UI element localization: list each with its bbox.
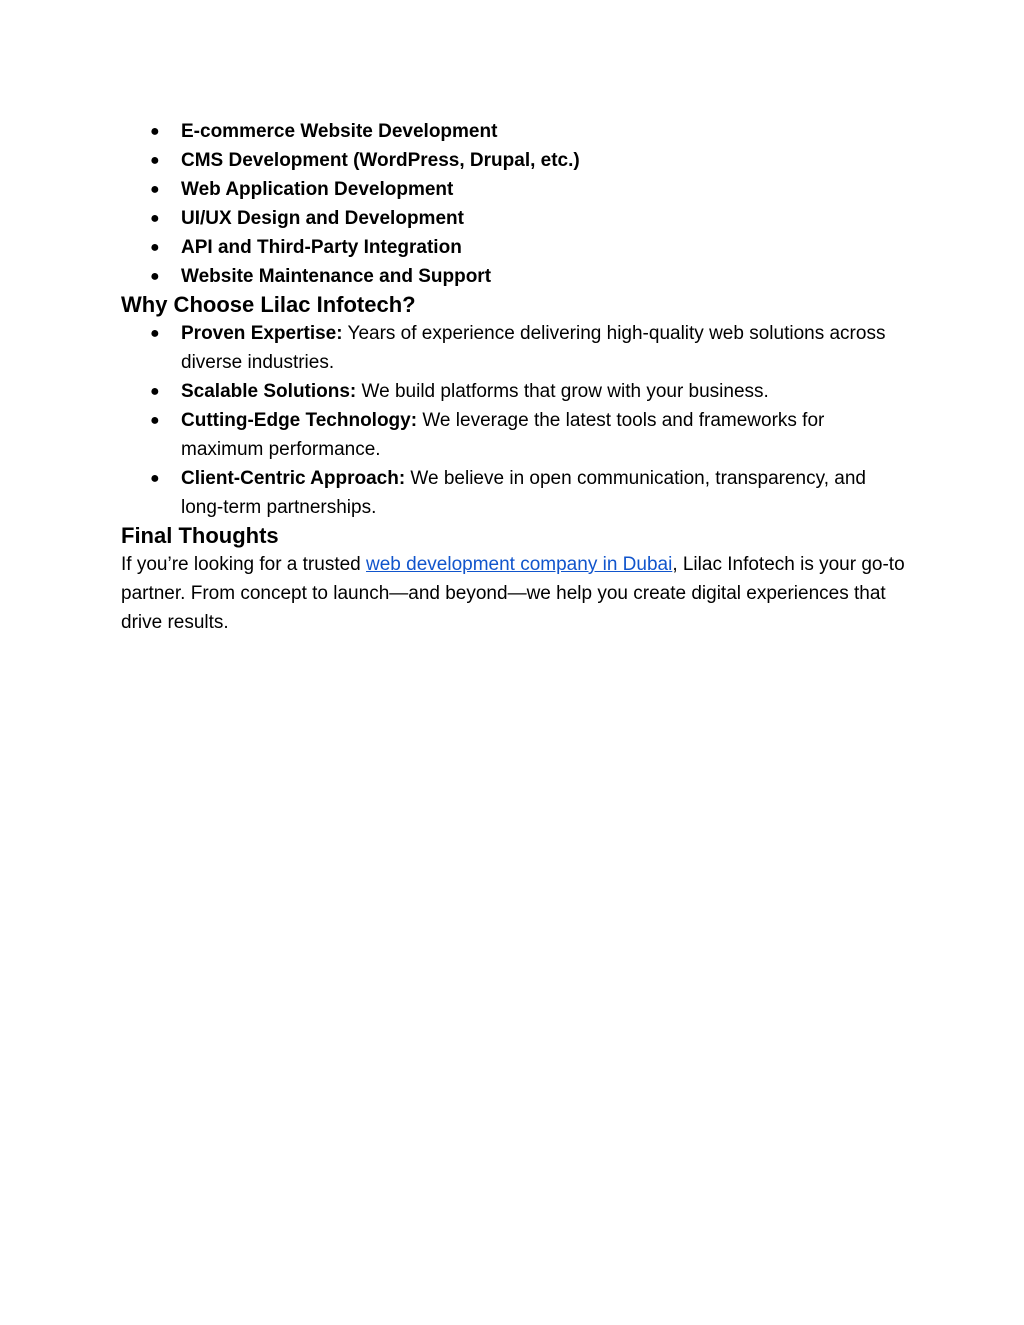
bullet-icon: ● <box>150 268 160 285</box>
service-item-label: UI/UX Design and Development <box>181 208 464 229</box>
bullet-icon: ● <box>150 470 160 487</box>
list-item <box>150 204 911 233</box>
list-item <box>150 262 911 291</box>
reason-title: Client-Centric Approach: <box>181 468 406 489</box>
list-item <box>150 233 911 262</box>
bullet-icon: ● <box>150 383 160 400</box>
final-thoughts-heading: Final Thoughts <box>121 523 279 548</box>
why-choose-list <box>121 319 911 522</box>
reason-text: We believe in open communication, transparency, and long-term partnerships. <box>181 468 866 518</box>
reason-title: Proven Expertise: <box>181 323 343 344</box>
final-thoughts-paragraph <box>121 550 911 637</box>
service-item-label: CMS Development (WordPress, Drupal, etc.) <box>181 150 580 171</box>
list-item <box>150 377 911 406</box>
document-content <box>121 117 911 637</box>
bullet-icon: ● <box>150 239 160 256</box>
bullet-icon: ● <box>150 325 160 342</box>
service-item-label: Website Maintenance and Support <box>181 266 492 287</box>
reason-text: We leverage the latest tools and frameworks for maximum performance. <box>181 410 825 460</box>
list-item <box>150 406 911 464</box>
list-item <box>150 175 911 204</box>
list-item <box>150 319 911 377</box>
bullet-icon: ● <box>150 123 160 140</box>
list-item <box>150 464 911 522</box>
list-item <box>150 146 911 175</box>
service-item-label: API and Third-Party Integration <box>181 237 462 258</box>
paragraph-text-before-link: If you’re looking for a trusted <box>121 554 367 575</box>
bullet-icon: ● <box>150 412 160 429</box>
list-item <box>150 117 911 146</box>
services-list <box>121 117 911 291</box>
bullet-icon: ● <box>150 210 160 227</box>
service-item-label: E-commerce Website Development <box>181 121 498 142</box>
why-choose-heading: Why Choose Lilac Infotech? <box>121 292 416 317</box>
service-item-label: Web Application Development <box>181 179 454 200</box>
bullet-icon: ● <box>150 181 160 198</box>
reason-title: Scalable Solutions: <box>181 381 357 402</box>
reason-title: Cutting-Edge Technology: <box>181 410 418 431</box>
web-development-company-link[interactable]: web development company in Dubai <box>366 554 673 575</box>
paragraph-text-after-link: , Lilac Infotech is your go-to partner. From concept to launch—and beyond—we help you create digital experiences that drive results. <box>121 554 905 633</box>
reason-text: We build platforms that grow with your business. <box>356 381 769 402</box>
reason-text: Years of experience delivering high-quality web solutions across diverse industries. <box>181 323 886 373</box>
bullet-icon: ● <box>150 152 160 169</box>
